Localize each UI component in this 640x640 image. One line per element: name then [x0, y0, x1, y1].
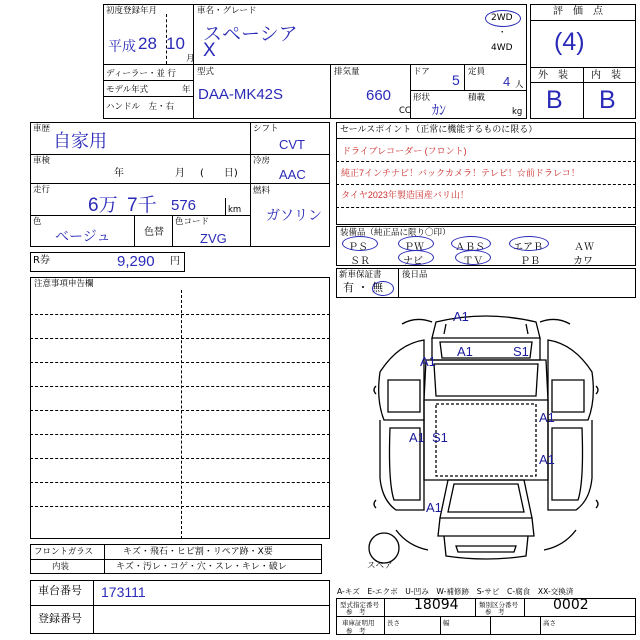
score-label: 評 価 点: [553, 6, 603, 17]
ac-value: AAC: [279, 167, 306, 182]
damage-mark: S1: [432, 430, 448, 445]
car-damage-diagram: [336, 300, 636, 580]
class-sub: 参 考: [485, 608, 505, 616]
class-value: 0002: [553, 597, 589, 613]
inspection-year: 年: [114, 168, 124, 179]
equip-aw: ＡＷ: [574, 242, 594, 253]
damage-mark: A1: [457, 344, 473, 359]
mileage-rest: 576: [171, 197, 197, 214]
int-value: B: [599, 86, 616, 114]
reg-number-label: 登録番号: [38, 612, 82, 625]
color-value: ベージュ: [55, 228, 111, 244]
drive-dot: ・: [498, 28, 507, 38]
load-unit: kg: [512, 107, 523, 117]
door-label: ドア: [413, 67, 430, 77]
equip-leather: カワ: [573, 256, 593, 267]
reg-era: 平成: [108, 38, 136, 54]
ship-sub: 参 考: [346, 627, 366, 635]
damage-mark: A1: [539, 410, 555, 425]
chassis-label: 車台番号: [38, 584, 82, 597]
type-label: 型式: [197, 67, 215, 77]
shape-label: 形状: [413, 93, 431, 103]
seats-label: 定員: [468, 67, 486, 77]
load-label: 積載: [468, 93, 486, 103]
afterfit-label: 後日品: [402, 270, 428, 280]
history-value: 自家用: [53, 131, 107, 151]
displacement-value: 660: [366, 87, 392, 104]
color-code-value: ZVG: [200, 231, 227, 246]
ship-label: 車庫証明用: [342, 619, 375, 627]
equip-airbag-circle: [509, 236, 549, 251]
equip-navi-circle: [398, 250, 434, 265]
type-cert-value: 18094: [414, 597, 459, 613]
mileage-unit: km: [228, 205, 242, 215]
equip-navi: ナビ: [403, 256, 423, 267]
sales-item: タイヤ2023年製造国産バリ山！: [341, 190, 469, 200]
score-value: (4): [554, 28, 585, 56]
damage-mark: A1: [426, 500, 442, 515]
front-glass-text: キズ・飛石・ヒビ割・リペア跡・X要: [123, 547, 273, 557]
car-name: スペーシア: [203, 24, 298, 45]
type-value: DAA-MK42S: [198, 86, 284, 103]
equip-sr: ＳＲ: [350, 256, 370, 267]
interior-text: キズ・汚レ・コゲ・穴・スレ・キレ・破レ: [116, 562, 287, 572]
equip-pb: ＰＢ: [520, 256, 540, 267]
width-label: 幅: [443, 619, 450, 627]
equip-tv: ＴＶ: [463, 256, 483, 267]
month-unit: 月: [186, 54, 195, 64]
car-grade: X: [203, 40, 216, 61]
chassis-value: 173111: [101, 584, 146, 600]
recycle-block: [30, 252, 185, 272]
inspection-label: 車検: [33, 156, 51, 166]
front-glass-label: フロントガラス: [34, 547, 93, 557]
door-value: 5: [452, 72, 460, 88]
ext-value: B: [546, 86, 563, 114]
equip-ps: ＰＳ: [348, 242, 368, 253]
equipment-label: 装備品（純正品に限り〇印）: [340, 228, 451, 238]
displacement-label: 排気量: [334, 67, 360, 77]
history-label: 車歴: [33, 124, 51, 134]
ext-label: 外 装: [538, 70, 568, 81]
reg-month: 10: [166, 34, 185, 53]
inspection-month: 月: [175, 168, 185, 179]
warranty-circle: [372, 281, 394, 296]
equip-pw-circle: [398, 236, 434, 251]
cc-unit: CC: [399, 106, 411, 116]
first-reg-label: 初度登録年月: [106, 6, 158, 16]
warranty-value: 有 ・ 無: [343, 281, 383, 294]
damage-mark: A1: [453, 309, 469, 324]
color-label: 色: [33, 217, 42, 227]
recycle-label: R券: [33, 255, 50, 266]
mileage-label: 走行: [33, 185, 51, 195]
recycle-value: 9,290: [117, 253, 155, 270]
shift-value: CVT: [279, 137, 305, 152]
warranty-label: 新車保証書: [339, 270, 382, 280]
shift-label: シフト: [253, 124, 279, 134]
type-cert-label: 型式指定番号: [340, 601, 379, 609]
damage-mark: A1: [420, 354, 436, 369]
model-year-label: モデル年式: [106, 85, 149, 95]
equip-tv-circle: [455, 250, 491, 265]
sales-item: ドライブレコーダー (フロント): [342, 146, 467, 156]
inspection-day: ( 日): [200, 168, 238, 179]
damage-mark: A1: [409, 430, 425, 445]
equip-abs-circle: [451, 236, 491, 251]
damage-mark: A1: [539, 452, 555, 467]
drive-4wd: 4WD: [491, 43, 513, 53]
recycle-unit: 円: [170, 256, 180, 267]
equip-ps-circle: [342, 236, 378, 251]
interior-label: 内装: [52, 562, 70, 572]
class-label: 類別区分番号: [479, 601, 518, 609]
sales-item: 純正7インチナビ！バックカメラ！テレビ！☆前ドラレコ！: [341, 168, 580, 178]
dealer-label: ディーラー・並 行: [106, 69, 177, 79]
int-label: 内 装: [591, 70, 621, 81]
height-label: 高さ: [543, 619, 556, 627]
notes-block: [30, 277, 330, 539]
drive-2wd: 2WD: [491, 13, 513, 23]
spare-label: スペア: [367, 561, 393, 571]
equip-airbag: エアＢ: [513, 242, 543, 253]
color-change-label: 色替: [144, 227, 164, 238]
handle-label: ハンドル 左・右: [106, 102, 175, 112]
fuel-value: ガソリン: [266, 207, 322, 223]
reg-year: 28: [138, 34, 157, 53]
damage-mark: S1: [513, 344, 529, 359]
fuel-label: 燃料: [253, 186, 271, 196]
length-label: 長さ: [387, 619, 400, 627]
ac-label: 冷房: [253, 156, 271, 166]
model-year-unit: 年: [182, 85, 191, 95]
notes-label: 注意事項申告欄: [34, 279, 94, 289]
color-code-label: 色コード: [175, 217, 210, 227]
seats-value: 4: [503, 74, 511, 89]
damage-legend: A-キズ E-エクボ U-凹み W-補修跡 S-サビ C-腐食 XX-交換済: [337, 587, 574, 596]
type-cert-sub: 参 考: [346, 608, 366, 616]
equip-pw: ＰＷ: [404, 242, 424, 253]
sales-label: セールスポイント（正常に機能するものに限る）: [340, 125, 538, 135]
carname-label: 車名・グレード: [197, 6, 257, 16]
mileage-man: 6万: [88, 195, 118, 216]
mileage-sen: 7千: [127, 195, 157, 216]
equip-abs: ＡＢＳ: [455, 242, 485, 253]
shape-value: ｶﾝ: [432, 102, 446, 118]
seats-unit: 人: [515, 80, 524, 90]
